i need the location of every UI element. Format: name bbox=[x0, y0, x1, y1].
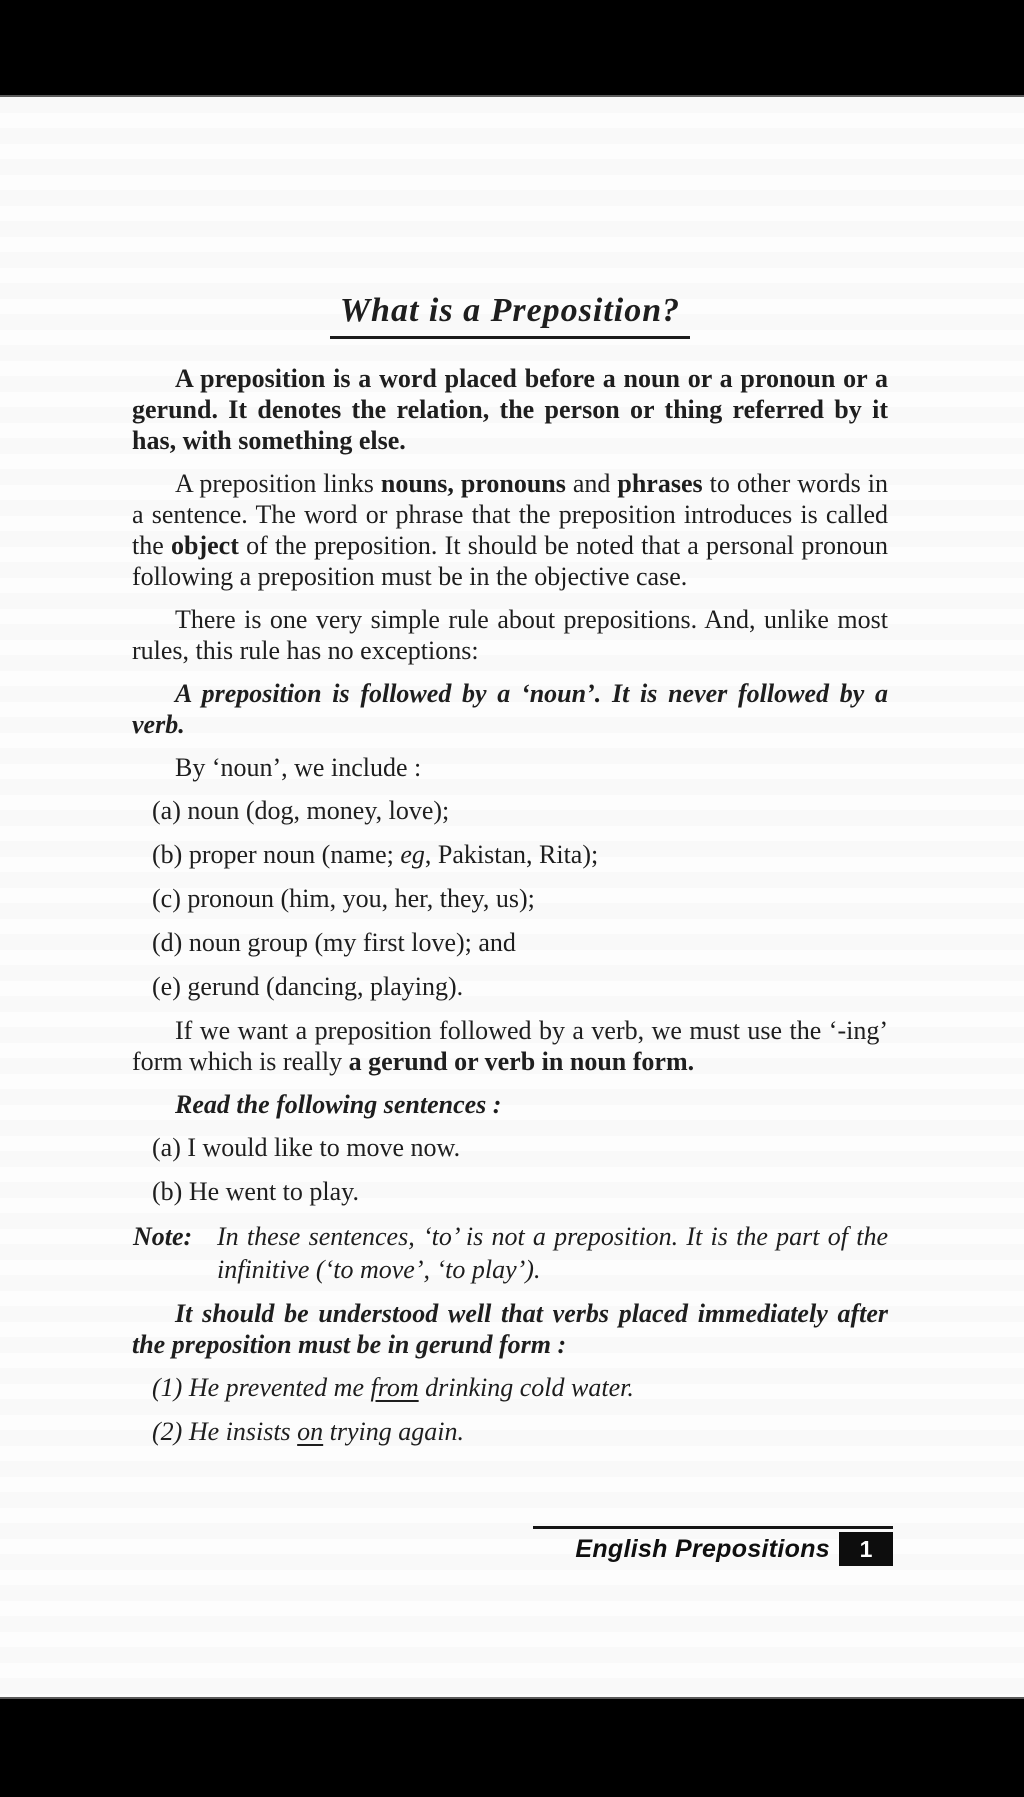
page-content bbox=[132, 97, 888, 1460]
text-run: By ‘noun’, we include : bbox=[175, 753, 422, 782]
text-run-bold: object bbox=[171, 531, 239, 560]
paragraph-rule-intro bbox=[132, 604, 888, 666]
text-run-underline: from bbox=[370, 1373, 419, 1402]
text-run: A preposition is followed by a ‘noun’. It is never followed by a verb. bbox=[132, 679, 888, 739]
text-run: (b) proper noun (name; bbox=[152, 840, 401, 869]
paragraph-ing-form bbox=[132, 1015, 888, 1077]
text-run: (e) gerund (dancing, playing). bbox=[152, 972, 464, 1001]
list-item-noun-e bbox=[132, 971, 888, 1002]
text-run: (a) noun (dog, money, love); bbox=[152, 796, 450, 825]
letterbox-bottom bbox=[0, 1697, 1024, 1797]
text-run: There is one very simple rule about prepositions. And, unlike most rules, this rule has no exceptions: bbox=[132, 605, 888, 665]
text-run: A preposition is a word placed before a noun or a pronoun or a gerund. It denotes the relation, the person or thing referred by it has, with something else. bbox=[132, 364, 888, 455]
paragraph-read-sentences bbox=[132, 1089, 888, 1120]
text-run: (d) noun group (my first love); and bbox=[152, 928, 516, 957]
text-run: It should be understood well that verbs placed immediately after the preposition must be in gerund form : bbox=[132, 1299, 888, 1359]
text-run: (2) He insists bbox=[152, 1417, 298, 1446]
text-run: (1) He prevented me bbox=[152, 1373, 371, 1402]
text-run-bold: nouns, pronouns bbox=[380, 469, 566, 498]
chapter-title bbox=[132, 291, 888, 339]
note-block bbox=[132, 1220, 888, 1286]
chapter-title-text: What is a Preposition? bbox=[330, 291, 690, 339]
paragraph-by-noun bbox=[132, 752, 888, 783]
paragraph-rule bbox=[132, 678, 888, 740]
text-run-underline: on bbox=[297, 1417, 324, 1446]
page-footer bbox=[533, 1526, 893, 1566]
text-run-bold: phrases bbox=[617, 469, 703, 498]
text-run: drinking cold water. bbox=[418, 1373, 634, 1402]
text-run: If we want a preposition followed by a verb, we must use the ‘-ing’ form which is really bbox=[132, 1016, 888, 1076]
text-run-bold: a gerund or verb in noun form. bbox=[348, 1047, 695, 1076]
list-item-noun-b bbox=[132, 839, 888, 870]
text-run-italic: eg bbox=[400, 840, 425, 869]
book-page bbox=[0, 97, 1024, 1697]
text-run: (b) He went to play. bbox=[152, 1177, 359, 1206]
list-item-noun-a bbox=[132, 795, 888, 826]
note-text: In these sentences, ‘to’ is not a preposition. It is the part of the infinitive (‘to move’, ‘to play’). bbox=[217, 1222, 888, 1284]
list-item-noun-d bbox=[132, 927, 888, 958]
example-item-2 bbox=[132, 1416, 888, 1447]
text-run: (c) pronoun (him, you, her, they, us); bbox=[152, 884, 535, 913]
note-label: Note: bbox=[133, 1222, 193, 1251]
paragraph-links bbox=[132, 468, 888, 592]
letterbox-top bbox=[0, 0, 1024, 97]
text-run: Read the following sentences : bbox=[175, 1090, 502, 1119]
text-run: trying again. bbox=[323, 1417, 465, 1446]
book-title: English Prepositions bbox=[575, 1534, 830, 1563]
text-run: (a) I would like to move now. bbox=[152, 1133, 461, 1162]
example-item-1 bbox=[132, 1372, 888, 1403]
paragraph-gerund-rule bbox=[132, 1298, 888, 1360]
list-item-noun-c bbox=[132, 883, 888, 914]
text-run: A preposition links bbox=[175, 469, 381, 498]
text-run: , Pakistan, Rita); bbox=[424, 840, 599, 869]
text-run: to other words in a sentence. The word or phrase that the preposition introduces is called the bbox=[132, 469, 888, 560]
text-run: and bbox=[565, 469, 618, 498]
text-run: of the preposition. It should be noted that a personal pronoun following a preposition must be in the objective case. bbox=[132, 531, 889, 591]
list-item-sentence-a bbox=[132, 1132, 888, 1163]
paragraph-definition bbox=[132, 363, 888, 456]
page-number-badge: 1 bbox=[839, 1532, 893, 1566]
list-item-sentence-b bbox=[132, 1176, 888, 1207]
